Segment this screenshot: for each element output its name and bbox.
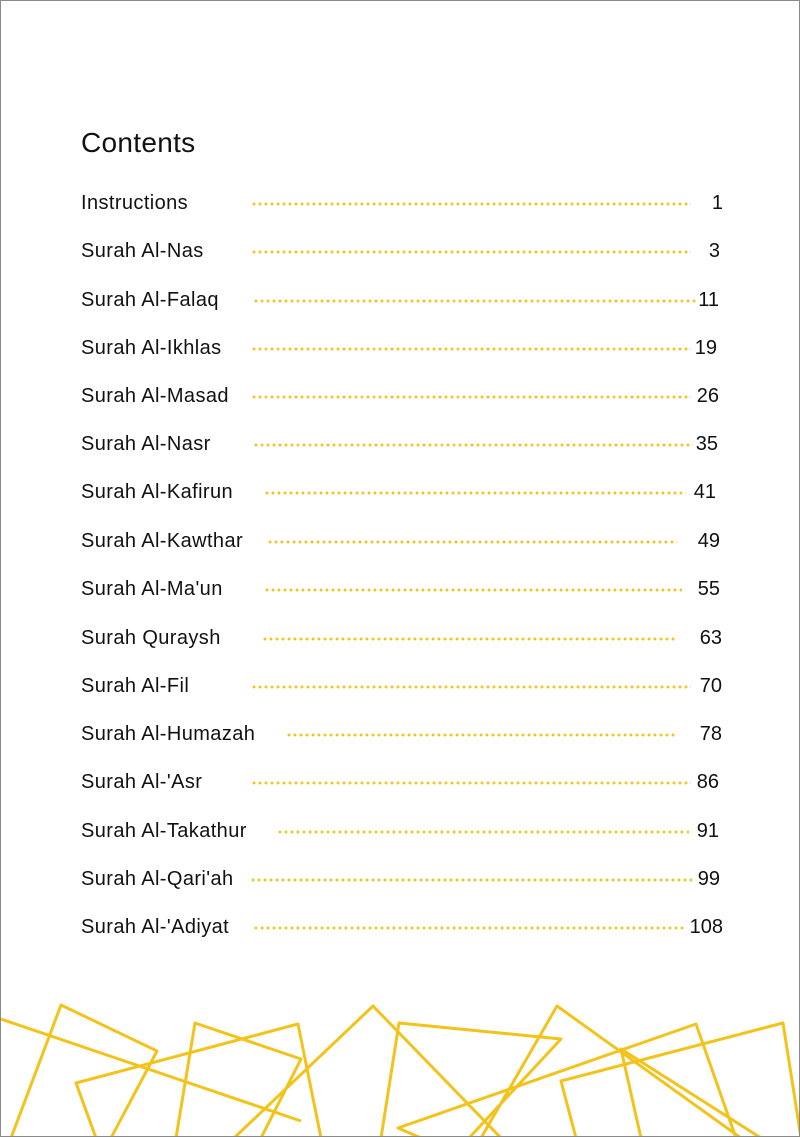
dotted-leader bbox=[251, 781, 691, 785]
toc-entry-surah-al-nas[interactable] bbox=[1, 237, 800, 265]
dotted-leader bbox=[267, 540, 677, 544]
toc-entry-page-number: 35 bbox=[695, 433, 718, 455]
toc-entry-surah-al-maun[interactable] bbox=[1, 575, 800, 603]
toc-entry-label: Surah Al-'Adiyat bbox=[81, 916, 230, 938]
toc-entry-surah-al-humazah[interactable] bbox=[1, 720, 800, 748]
dotted-leader bbox=[264, 491, 686, 495]
decoration-shape bbox=[11, 1005, 157, 1137]
toc-entry-label: Surah Al-Nas bbox=[81, 240, 204, 262]
toc-entry-label: Instructions bbox=[81, 192, 189, 214]
toc-entry-label: Surah Al-Qari'ah bbox=[81, 868, 234, 890]
toc-entry-page-number: 11 bbox=[698, 289, 719, 311]
toc-entry-label: Surah Al-Kawthar bbox=[81, 530, 244, 552]
toc-entry-surah-quraysh[interactable] bbox=[1, 624, 800, 652]
geometric-border-decoration bbox=[1, 991, 800, 1137]
dotted-leader bbox=[251, 250, 691, 254]
dotted-leader bbox=[262, 637, 676, 641]
table-of-contents bbox=[1, 1, 800, 961]
dotted-leader bbox=[277, 830, 689, 834]
toc-entry-surah-al-falaq[interactable] bbox=[1, 286, 800, 314]
dotted-leader bbox=[251, 347, 691, 351]
toc-entry-page-number: 70 bbox=[699, 675, 722, 697]
toc-entry-page-number: 19 bbox=[694, 337, 717, 359]
toc-entry-page-number: 55 bbox=[697, 578, 720, 600]
toc-entry-label: Surah Al-Nasr bbox=[81, 433, 211, 455]
decoration-shape bbox=[481, 1006, 741, 1137]
toc-entry-label: Surah Al-Kafirun bbox=[81, 481, 234, 503]
dotted-leader bbox=[253, 443, 693, 447]
toc-entry-page-number: 26 bbox=[696, 385, 719, 407]
toc-entry-surah-al-asr[interactable] bbox=[1, 768, 800, 796]
toc-entry-surah-al-nasr[interactable] bbox=[1, 430, 800, 458]
toc-entry-surah-al-masad[interactable] bbox=[1, 382, 800, 410]
toc-entry-page-number: 3 bbox=[708, 240, 720, 262]
decoration-shape bbox=[621, 1049, 761, 1137]
toc-entry-page-number: 91 bbox=[696, 820, 719, 842]
toc-entry-page-number: 99 bbox=[697, 868, 720, 890]
toc-entry-surah-al-qariah[interactable] bbox=[1, 865, 800, 893]
dotted-leader bbox=[264, 588, 682, 592]
toc-entry-page-number: 63 bbox=[699, 627, 722, 649]
toc-entry-surah-al-kawthar[interactable] bbox=[1, 527, 800, 555]
toc-entry-label: Surah Al-Fil bbox=[81, 675, 190, 697]
toc-entry-surah-al-kafirun[interactable] bbox=[1, 478, 800, 506]
toc-entry-label: Surah Quraysh bbox=[81, 627, 221, 649]
toc-entry-page-number: 41 bbox=[693, 481, 716, 503]
dotted-leader bbox=[251, 395, 691, 399]
dotted-leader bbox=[251, 202, 691, 206]
toc-entry-page-number: 78 bbox=[699, 723, 722, 745]
toc-entry-label: Surah Al-Takathur bbox=[81, 820, 247, 842]
toc-entry-label: Surah Al-Ikhlas bbox=[81, 337, 222, 359]
dotted-leader bbox=[253, 299, 697, 303]
dotted-leader bbox=[250, 878, 694, 882]
decoration-shape bbox=[76, 1024, 321, 1137]
toc-entry-page-number: 86 bbox=[696, 771, 719, 793]
toc-entry-surah-al-takathur[interactable] bbox=[1, 817, 800, 845]
toc-entry-surah-al-adiyat[interactable] bbox=[1, 913, 800, 941]
toc-entry-page-number: 108 bbox=[689, 916, 723, 938]
toc-entry-instructions[interactable] bbox=[1, 189, 800, 217]
dotted-leader bbox=[286, 733, 676, 737]
toc-entry-label: Surah Al-Ma'un bbox=[81, 578, 223, 600]
toc-entry-label: Surah Al-Humazah bbox=[81, 723, 256, 745]
decoration-shape bbox=[234, 1006, 501, 1137]
dotted-leader bbox=[253, 926, 685, 930]
toc-entry-surah-al-fil[interactable] bbox=[1, 672, 800, 700]
page-title: Contents bbox=[81, 127, 196, 158]
toc-entry-page-number: 1 bbox=[711, 192, 723, 214]
toc-entry-surah-al-ikhlas[interactable] bbox=[1, 334, 800, 362]
toc-entry-page-number: 49 bbox=[697, 530, 720, 552]
toc-entry-label: Surah Al-'Asr bbox=[81, 771, 203, 793]
dotted-leader bbox=[251, 685, 691, 689]
toc-entry-label: Surah Al-Falaq bbox=[81, 289, 219, 311]
toc-entry-label: Surah Al-Masad bbox=[81, 385, 229, 407]
decoration-shape bbox=[561, 1023, 800, 1137]
